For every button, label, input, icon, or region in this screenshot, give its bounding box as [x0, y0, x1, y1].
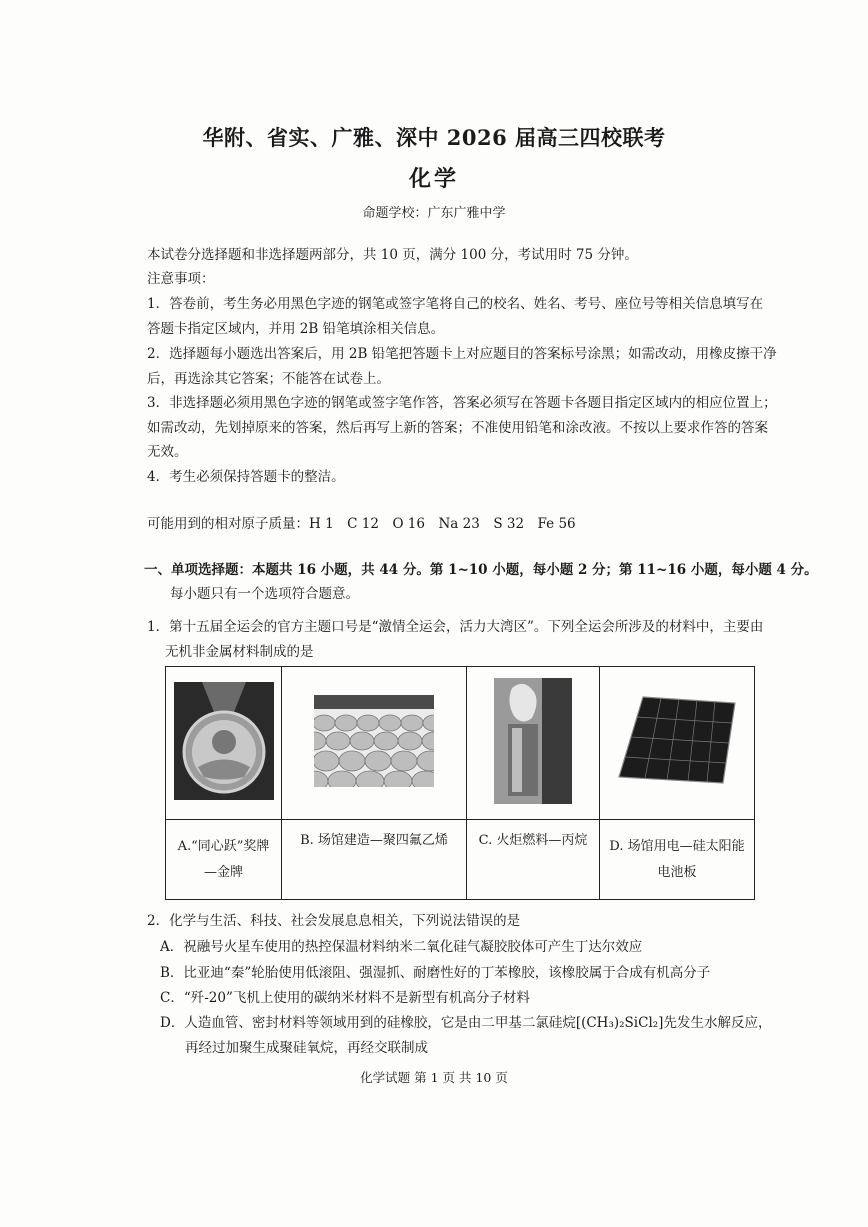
subject-title: 化学: [408, 166, 459, 192]
note-3-line-2: 如需改动，先划掉原来的答案，然后再写上新的答案；不准使用铅笔和涂改液。不按以上要求作答的答案: [147, 420, 768, 436]
ptfe-roof-image: [314, 695, 434, 787]
exam-title: 华附、省实、广雅、深中 2026 届高三四校联考: [202, 125, 666, 150]
q1-option-a-image: [166, 667, 282, 820]
option-c-line-1: C. 火炬燃料—丙烷: [478, 833, 588, 848]
q2-option-d: D．人造血管、密封材料等领域用到的硅橡胶，它是由二甲基二氯硅烷[(CH₃)₂SiCl₂]先发生水解反应，: [160, 1015, 772, 1031]
torch-image: [494, 678, 572, 804]
section-1-heading-cont: 每小题只有一个选项符合题意。: [170, 586, 359, 602]
q1-stem-cont: 无机非金属材料制成的是: [165, 644, 314, 660]
q1-option-d-image: [600, 667, 755, 820]
atomic-masses: 可能用到的相对原子质量：H 1 C 12 O 16 Na 23 S 32 Fe 56: [147, 516, 576, 532]
note-2-line-1: 2．选择题每小题选出答案后，用 2B 铅笔把答题卡上对应题目的答案标号涂黑；如需改动，用橡皮擦干净: [147, 346, 777, 362]
note-3-line-3: 无效。: [147, 444, 188, 460]
q1-option-c-image: [467, 667, 600, 820]
note-1-line-2: 答题卡指定区域内，并用 2B 铅笔填涂相关信息。: [147, 321, 445, 337]
q2-option-a: A．祝融号火星车使用的热控保温材料纳米二氧化硅气凝胶胶体可产生丁达尔效应: [160, 939, 643, 955]
q1-option-b-caption: [282, 820, 467, 900]
q2-option-d-cont: 再经过加聚生成聚硅氧烷，再经交联制成: [185, 1040, 428, 1056]
note-2-line-2: 后，再选涂其它答案；不能答在试卷上。: [147, 371, 390, 387]
notes-heading: 注意事项：: [147, 271, 215, 287]
option-a-line-1: A.“同心跃”奖牌: [177, 838, 270, 854]
q1-option-c-caption: [467, 820, 600, 900]
q1-options-table: [165, 666, 755, 900]
q1-stem: 1．第十五届全运会的官方主题口号是“激情全运会，活力大湾区”。下列全运会所涉及的材料中，主要由: [147, 619, 764, 635]
q1-option-d-caption: [600, 820, 755, 900]
medal-image: [174, 682, 274, 800]
section-1-heading: 一、单项选择题：本题共 16 小题，共 44 分。第 1~10 小题，每小题 2 分；第 11~16 小题，每小题 4 分。: [144, 562, 818, 578]
note-3-line-1: 3．非选择题必须用黑色字迹的钢笔或签字笔作答，答案必须写在答题卡各题目指定区域内的相应位置上；: [147, 395, 777, 411]
option-d-line-2: 电池板: [657, 864, 697, 880]
option-d-line-1: D. 场馆用电—硅太阳能: [609, 838, 745, 854]
page-footer: 化学试题 第 1 页 共 10 页: [360, 1070, 508, 1085]
q1-option-b-image: [282, 667, 467, 820]
note-4: 4．考生必须保持答题卡的整洁。: [147, 469, 345, 485]
q2-option-b: B．比亚迪“秦”轮胎使用低滚阻、强湿抓、耐磨性好的丁苯橡胶，该橡胶属于合成有机高分子: [160, 965, 711, 981]
q2-option-c: C．“歼-20”飞机上使用的碳纳米材料不是新型有机高分子材料: [160, 990, 530, 1006]
note-1-line-1: 1．答卷前，考生务必用黑色字迹的钢笔或签字笔将自己的校名、姓名、考号、座位号等相关信息填写在: [147, 296, 764, 312]
q1-option-a-caption: [166, 820, 282, 900]
exam-intro: 本试卷分选择题和非选择题两部分，共 10 页，满分 100 分，考试用时 75 分钟。: [147, 247, 638, 263]
q2-stem: 2．化学与生活、科技、社会发展息息相关，下列说法错误的是: [147, 913, 521, 929]
option-a-line-2: —金牌: [203, 864, 243, 880]
option-b-line-1: B. 场馆建造—聚四氟乙烯: [300, 833, 448, 848]
solar-panel-image: [617, 693, 737, 789]
setter-school: 命题学校：广东广雅中学: [362, 206, 506, 221]
